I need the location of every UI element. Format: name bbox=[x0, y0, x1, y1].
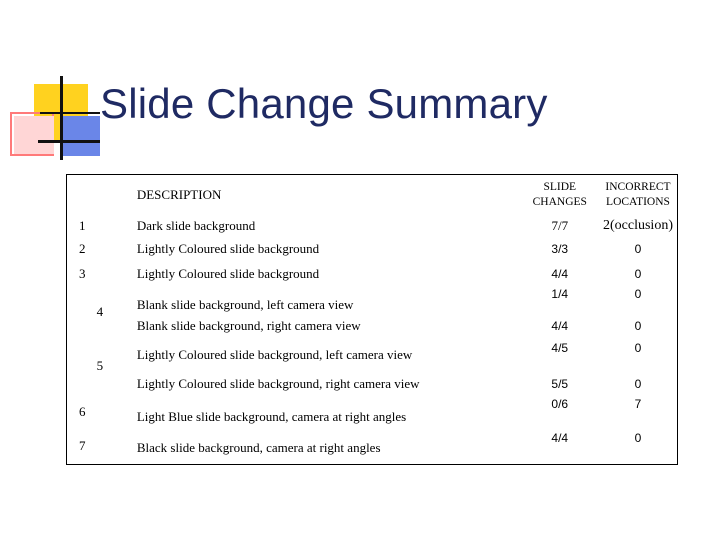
row-slide-changes: 4/4 bbox=[551, 318, 569, 333]
slide-title: Slide Change Summary bbox=[100, 80, 548, 127]
row-slide-changes: 4/5 bbox=[551, 340, 569, 355]
row-description: Lightly Coloured slide background, right camera view bbox=[136, 375, 420, 391]
row-number: 1 bbox=[79, 217, 86, 233]
table-row bbox=[67, 315, 678, 337]
row-description: Black slide background, camera at right angles bbox=[136, 440, 381, 455]
logo-blue-square bbox=[60, 116, 100, 156]
header-slide-changes bbox=[521, 175, 599, 215]
row-slide-changes: 0/6 bbox=[551, 396, 569, 411]
header-number bbox=[67, 175, 133, 215]
row-number: 7 bbox=[79, 438, 86, 454]
row-description: Lightly Coloured slide background bbox=[136, 241, 320, 256]
row-description: Lightly Coloured slide background bbox=[136, 266, 320, 281]
logo-horizontal-line-top bbox=[40, 112, 100, 114]
row-slide-changes: 5/5 bbox=[551, 376, 569, 391]
row-number: 3 bbox=[79, 266, 86, 281]
logo-horizontal-line bbox=[38, 140, 100, 143]
table-row bbox=[67, 429, 678, 465]
table-header-row bbox=[67, 175, 678, 215]
row-incorrect-locations: 0 bbox=[634, 286, 642, 301]
row-description: Dark slide background bbox=[136, 217, 256, 233]
header-incorrect-line1: INCORRECT bbox=[605, 180, 671, 193]
row-incorrect-locations: 0 bbox=[634, 267, 642, 281]
row-incorrect-locations: 0 bbox=[634, 430, 642, 445]
row-incorrect-locations: 0 bbox=[634, 318, 642, 333]
row-description: Blank slide background, left camera view bbox=[136, 296, 354, 312]
summary-table bbox=[66, 174, 678, 465]
logo-pink-square bbox=[14, 116, 54, 154]
row-number: 5 bbox=[96, 357, 104, 373]
row-description: Lightly Coloured slide background, left camera view bbox=[136, 346, 413, 362]
row-description: Blank slide background, right camera view bbox=[136, 317, 361, 333]
header-incorrect-locations bbox=[599, 175, 678, 215]
row-slide-changes: 4/4 bbox=[551, 430, 569, 445]
table-row bbox=[67, 215, 678, 237]
header-incorrect-line2: LOCATIONS bbox=[606, 195, 670, 208]
row-incorrect-locations: 0 bbox=[634, 340, 642, 355]
row-number: 6 bbox=[79, 403, 86, 419]
row-slide-changes: 4/4 bbox=[551, 267, 569, 281]
row-number: 2 bbox=[79, 241, 86, 256]
table-row bbox=[67, 237, 678, 262]
row-slide-changes: 1/4 bbox=[551, 286, 569, 301]
row-slide-changes: 7/7 bbox=[551, 217, 569, 233]
row-incorrect-locations: 7 bbox=[634, 396, 642, 411]
table-row bbox=[67, 262, 678, 287]
table-row bbox=[67, 395, 678, 429]
row-slide-changes: 3/3 bbox=[551, 242, 569, 256]
logo-vertical-line bbox=[60, 76, 63, 160]
row-number: 4 bbox=[96, 303, 104, 319]
table-row bbox=[67, 373, 678, 395]
table-row bbox=[67, 337, 678, 373]
header-slide-changes-line1: SLIDE bbox=[543, 180, 577, 193]
row-incorrect-locations: 2(occlusion) bbox=[603, 217, 673, 233]
row-description: Light Blue slide background, camera at right angles bbox=[136, 408, 407, 424]
header-description: DESCRIPTION bbox=[136, 186, 222, 202]
header-slide-changes-line2: CHANGES bbox=[532, 195, 587, 208]
row-incorrect-locations: 0 bbox=[634, 376, 642, 391]
table-row bbox=[67, 287, 678, 315]
row-incorrect-locations: 0 bbox=[634, 242, 642, 256]
